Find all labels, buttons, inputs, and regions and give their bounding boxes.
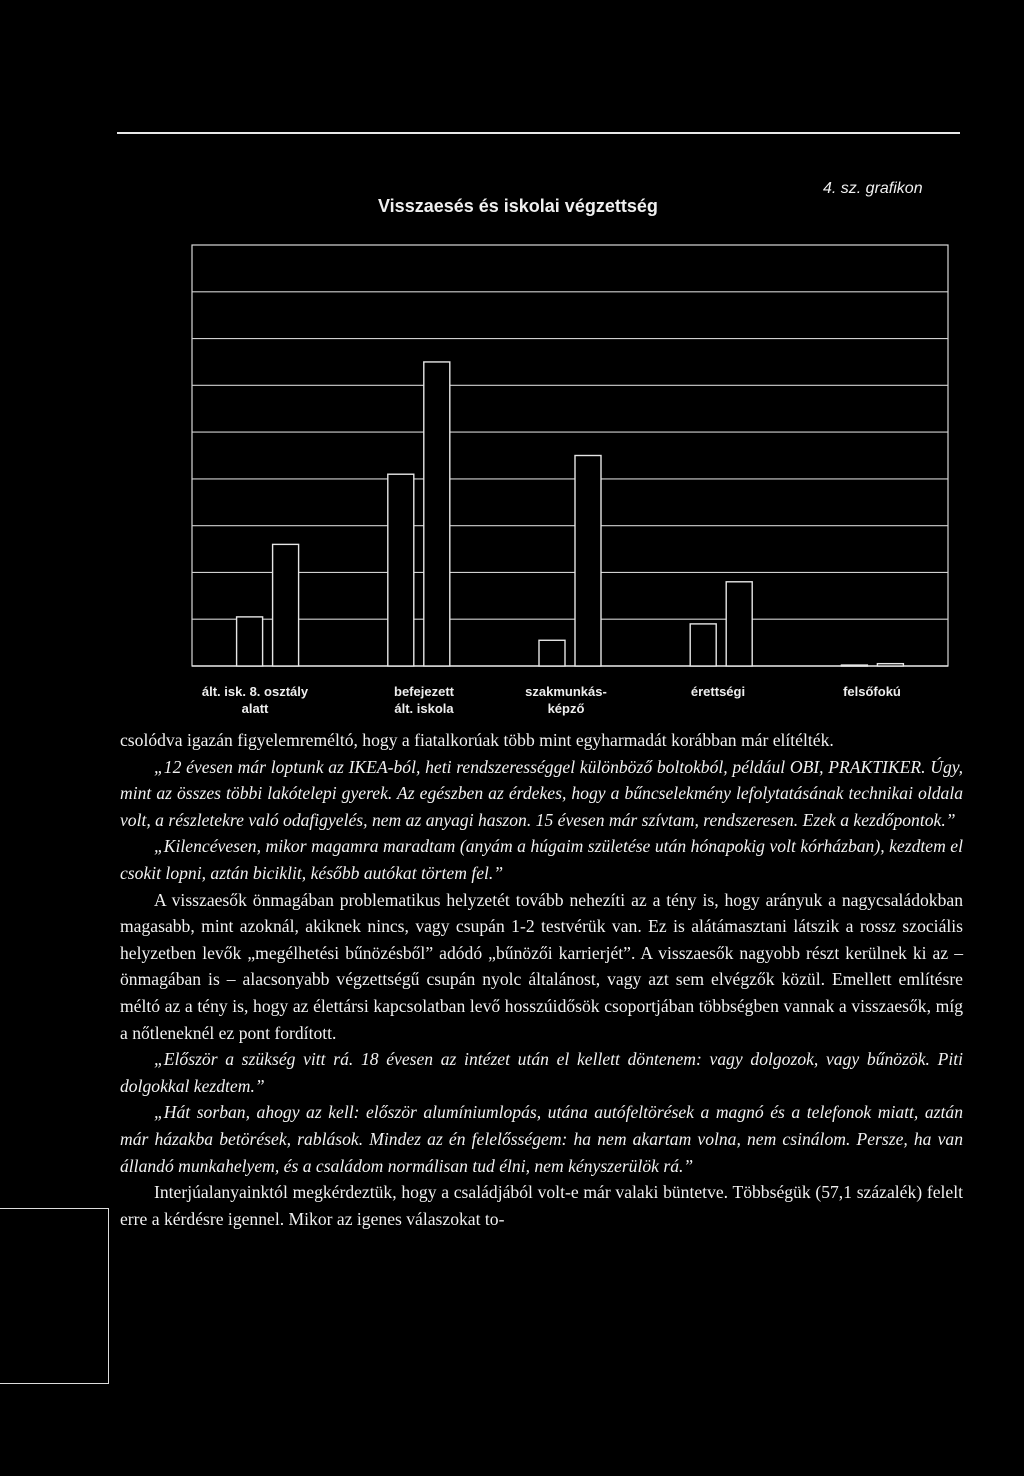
paragraph: Interjúalanyainktól megkérdeztük, hogy a családjából volt-e már valaki büntetve. Többségük (57,1 százalék) felelt erre a kérdésre igennel. Mikor az igenes válaszokat to- xyxy=(120,1182,963,1229)
category-label-1: befejezett ált. iskola xyxy=(394,684,454,716)
bar xyxy=(388,474,414,666)
chart-title: Visszaesés és iskolai végzettség xyxy=(378,196,658,216)
category-label-3: érettségi xyxy=(690,684,746,699)
quote-paragraph: „Kilencévesen, mikor magamra maradtam (anyám a húgaim születése után hónapokig volt kórházban), kezdtem el csokit lopni, aztán biciklit, később autókat törtem fel.” xyxy=(120,836,963,883)
plot-frame xyxy=(192,245,948,666)
bar xyxy=(237,617,263,666)
quote-paragraph: „12 évesen már loptunk az IKEA-ból, heti rendszerességgel különböző boltokból, például OBI, PRAKTIKER. Úgy, mint az összes többi lakótelepi gyerek. Az egészben az érdekes, hogy a bűncselekmény lefolytatásának technikai oldala volt, a részletekre való odafigyelés, nem az anyagi haszon. 15 évesen már szívtam, rendszeresen. Ezek a kezdőpontok.” xyxy=(120,756,963,830)
paragraph: A visszaesők önmagában problematikus helyzetét tovább nehezíti az a tény is, hogy arányuk a nagycsaládokban magasabb, mint azoknál, akiknek nincs, vagy csupán 1-2 testvérük van. Ez is alátámasztani látszik a rossz szociális helyzetben levők „megélhetési bűnözésből” adódó „bűnözői karrierjét”. A visszaesők nagyobb részt kerülnek ki az – önmagában is – alacsonyabb végzettségű csupán nyolc általánost, vagy azt sem elvégzők közül. Emellett említésre méltó az a tény is, hogy az élettársi kapcsolatban levő hosszúidősök csoportjában többségben vannak a visszaesők, míg a nőtleneknél ez pont fordított. xyxy=(120,889,963,1043)
paragraph: csolódva igazán figyelemreméltó, hogy a fiatalkorúak több mint egyharmadát korábban már elítélték. xyxy=(120,730,834,750)
bar xyxy=(690,624,716,666)
bar xyxy=(273,544,299,666)
margin-box-decoration xyxy=(0,1208,109,1384)
body-text xyxy=(120,727,963,1232)
top-rule xyxy=(117,132,960,134)
bar xyxy=(726,582,752,666)
quote-paragraph: „Hát sorban, ahogy az kell: először alumíniumlopás, utána autófeltörések a magnó és a telefonok miatt, aztán már házakba betörések, rablások. Mindez az én felelősségem: ha nem akartam volna, nem csinálom. Persze, ha van állandó munkahelyem, és a családom normálisan tud élni, nem kényszerülök rá.” xyxy=(120,1102,963,1176)
quote-paragraph: „Először a szükség vitt rá. 18 évesen az intézet után el kellett döntenem: vagy dolgozok, vagy bűnözök. Piti dolgokkal kezdtem.” xyxy=(120,1049,963,1096)
bar xyxy=(575,456,601,667)
bar-chart xyxy=(0,230,1024,680)
bar xyxy=(877,664,903,666)
category-label-2: szakmunkás- képző xyxy=(525,684,607,716)
category-label-0: ált. isk. 8. osztály alatt xyxy=(201,684,309,716)
bar xyxy=(841,665,867,666)
category-label-4: felsőfokú xyxy=(843,684,901,699)
figure-reference: 4. sz. grafikon xyxy=(823,180,923,197)
bar xyxy=(424,362,450,666)
bar xyxy=(539,640,565,666)
